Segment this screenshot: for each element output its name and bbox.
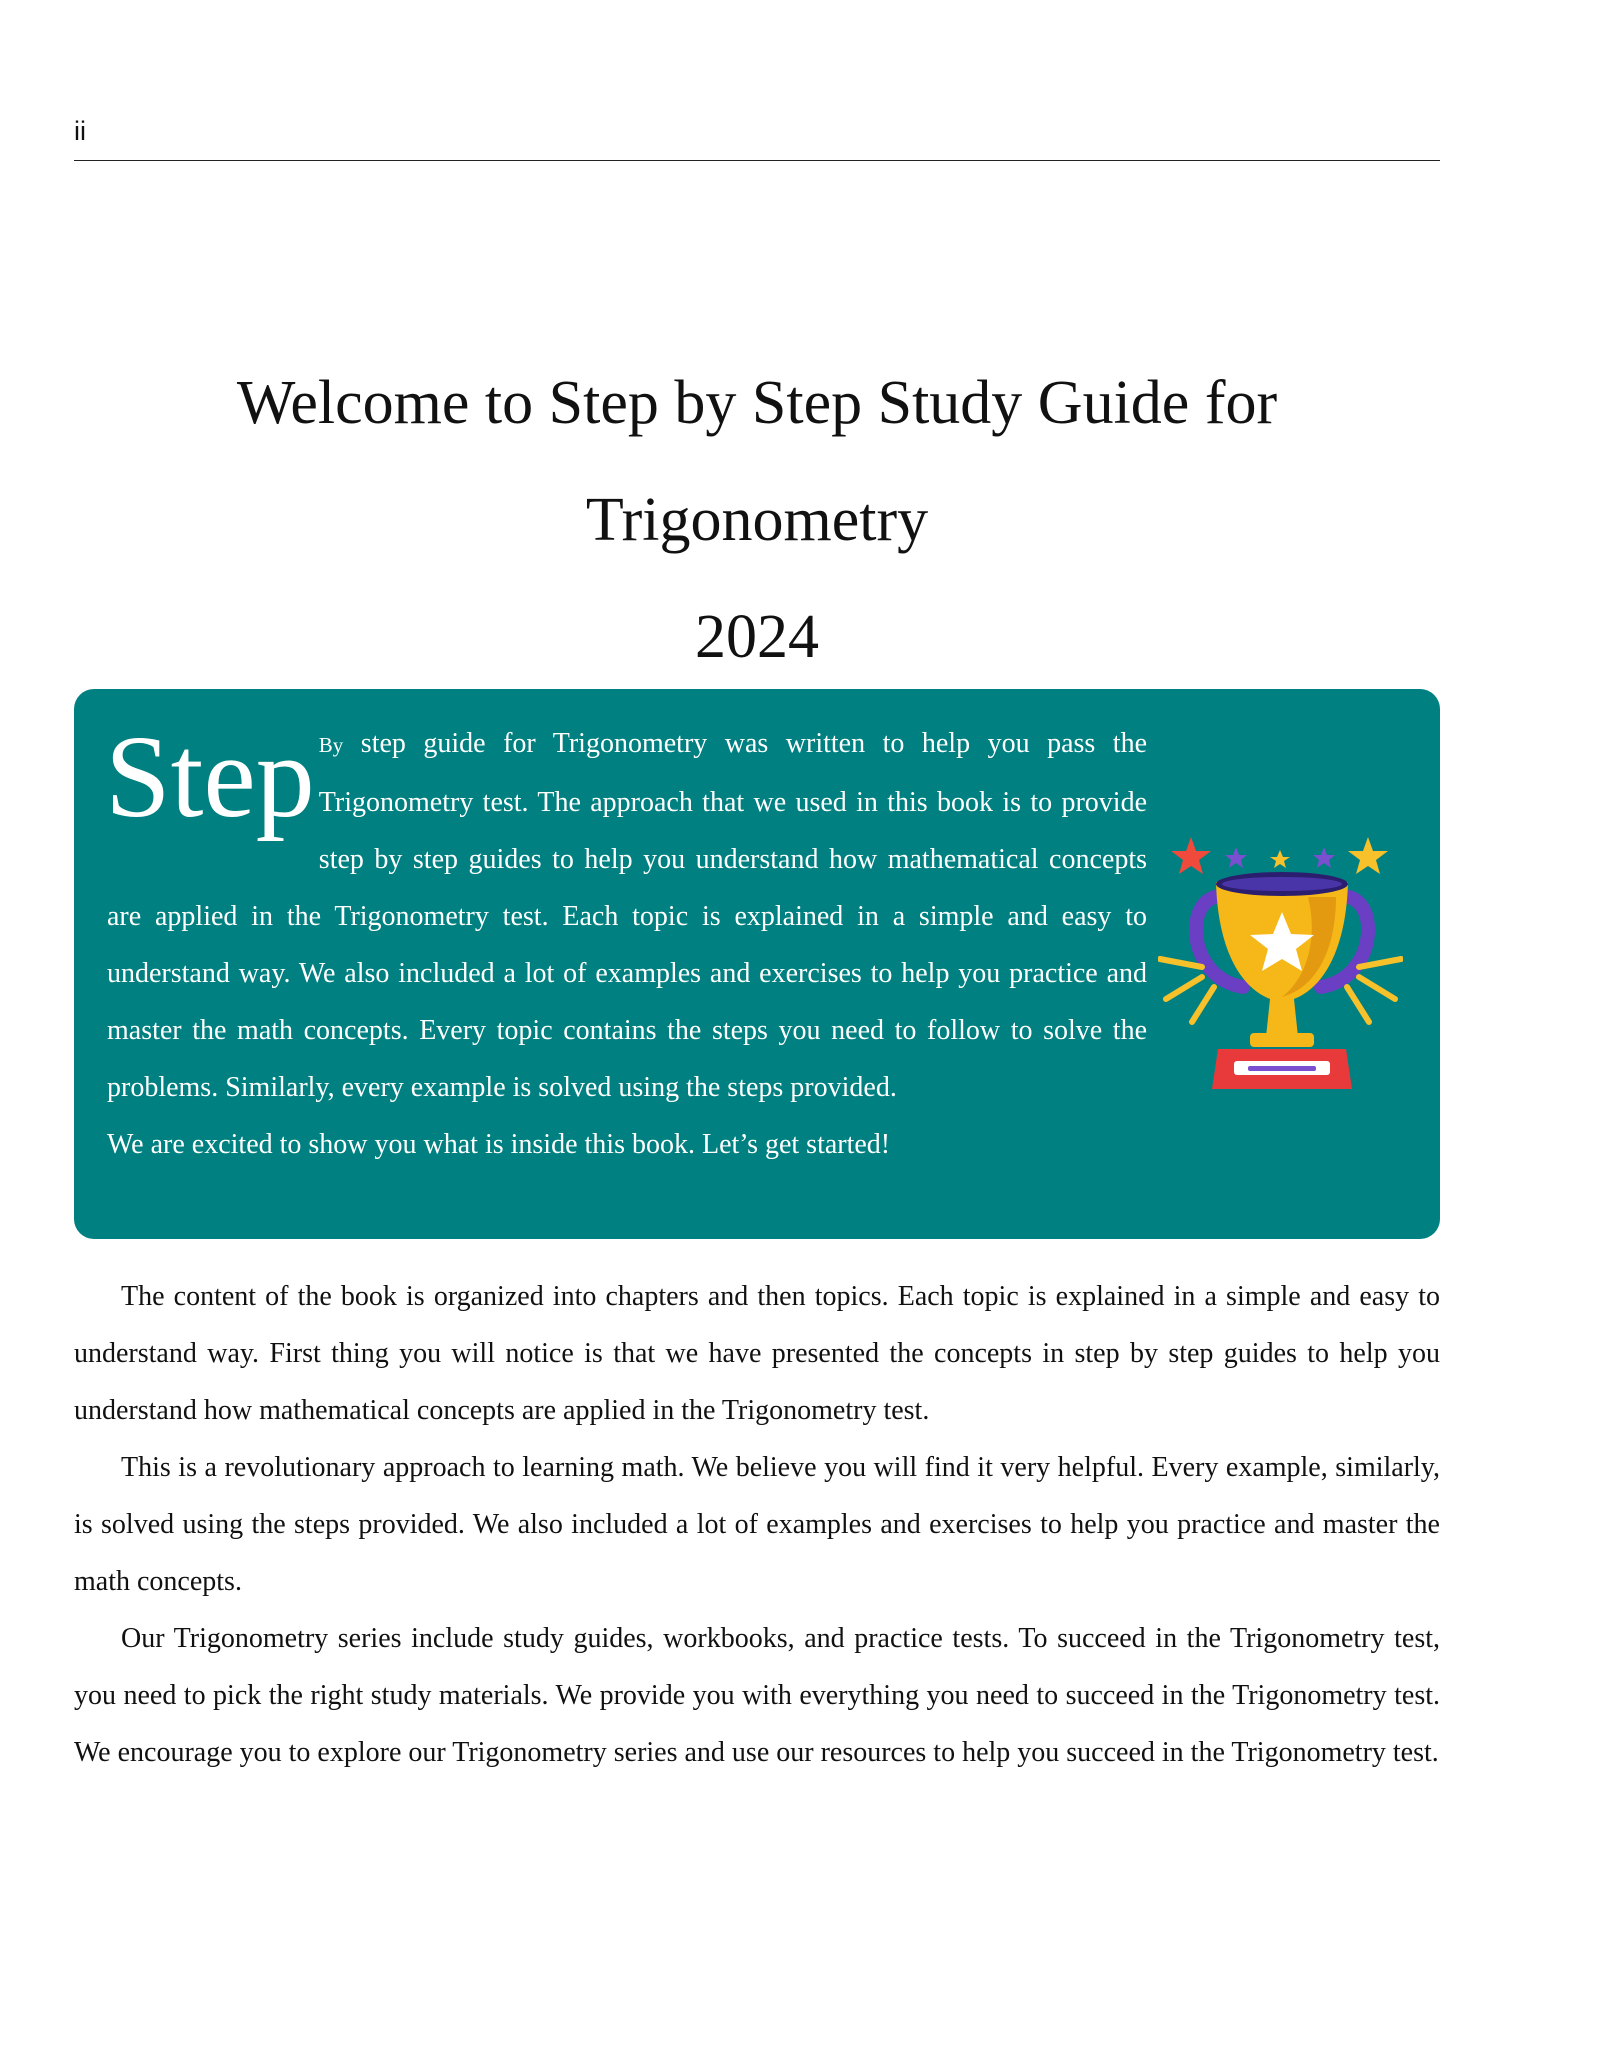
body-paragraph-1: The content of the book is organized into chapters and then topics. Each topic is explained in a simple and easy to understand way. First thing you will notice is that we have presented the concepts in step by step guides to help you understand how mathematical concepts are applied in the Trigonometry test. <box>74 1281 1440 1426</box>
header-rule <box>74 160 1440 161</box>
star-icon <box>1348 837 1388 874</box>
callout-paragraph-2: We are excited to show you what is inside this book. Let’s get started! <box>107 1129 891 1160</box>
drop-cap: Step <box>105 711 315 842</box>
body-text <box>74 1268 1440 1781</box>
page-number: ii <box>74 116 86 146</box>
star-icon <box>1313 847 1335 868</box>
intro-callout-box <box>74 689 1440 1239</box>
trophy-icon <box>1158 837 1403 1097</box>
title-year: 2024 <box>695 603 819 671</box>
body-paragraph-2: This is a revolutionary approach to learning math. We believe you will find it very helpful. Every example, similarly, is solved using the steps provided. We also included a lot of examples and exercises to help you practice and master the math concepts. <box>74 1452 1440 1597</box>
callout-text <box>105 711 1147 1173</box>
body-paragraph-3: Our Trigonometry series include study guides, workbooks, and practice tests. To succeed in the Trigonometry test, you need to pick the right study materials. We provide you with everything you need to succeed in the Trigonometry test. We encourage you to explore our Trigonometry series and use our resources to help you succeed in the Trigonometry test. <box>74 1623 1440 1768</box>
title-line-1: Welcome to Step by Step Study Guide for <box>236 369 1278 437</box>
star-icon <box>1225 847 1247 868</box>
title-line-2: Trigonometry <box>585 486 929 554</box>
page-title <box>74 345 1440 696</box>
callout-paragraph-1 <box>105 711 1147 1116</box>
callout-lead-word: By <box>318 733 344 757</box>
callout-paragraph-1-text: step guide for Trigonometry was written to help you pass the Trigonometry test. The approach that we used in this book is to provide step by step guides to help you understand how mathematical concepts are applied in the Trigonometry test. Each topic is explained in a simple and easy to understand way. We also included a lot of examples and exercises to help you practice and master the math concepts. Every topic contains the steps you need to follow to solve the problems. Similarly, every example is solved using the steps provided. <box>107 728 1147 1103</box>
star-icon <box>1270 850 1290 868</box>
star-icon <box>1171 837 1211 874</box>
